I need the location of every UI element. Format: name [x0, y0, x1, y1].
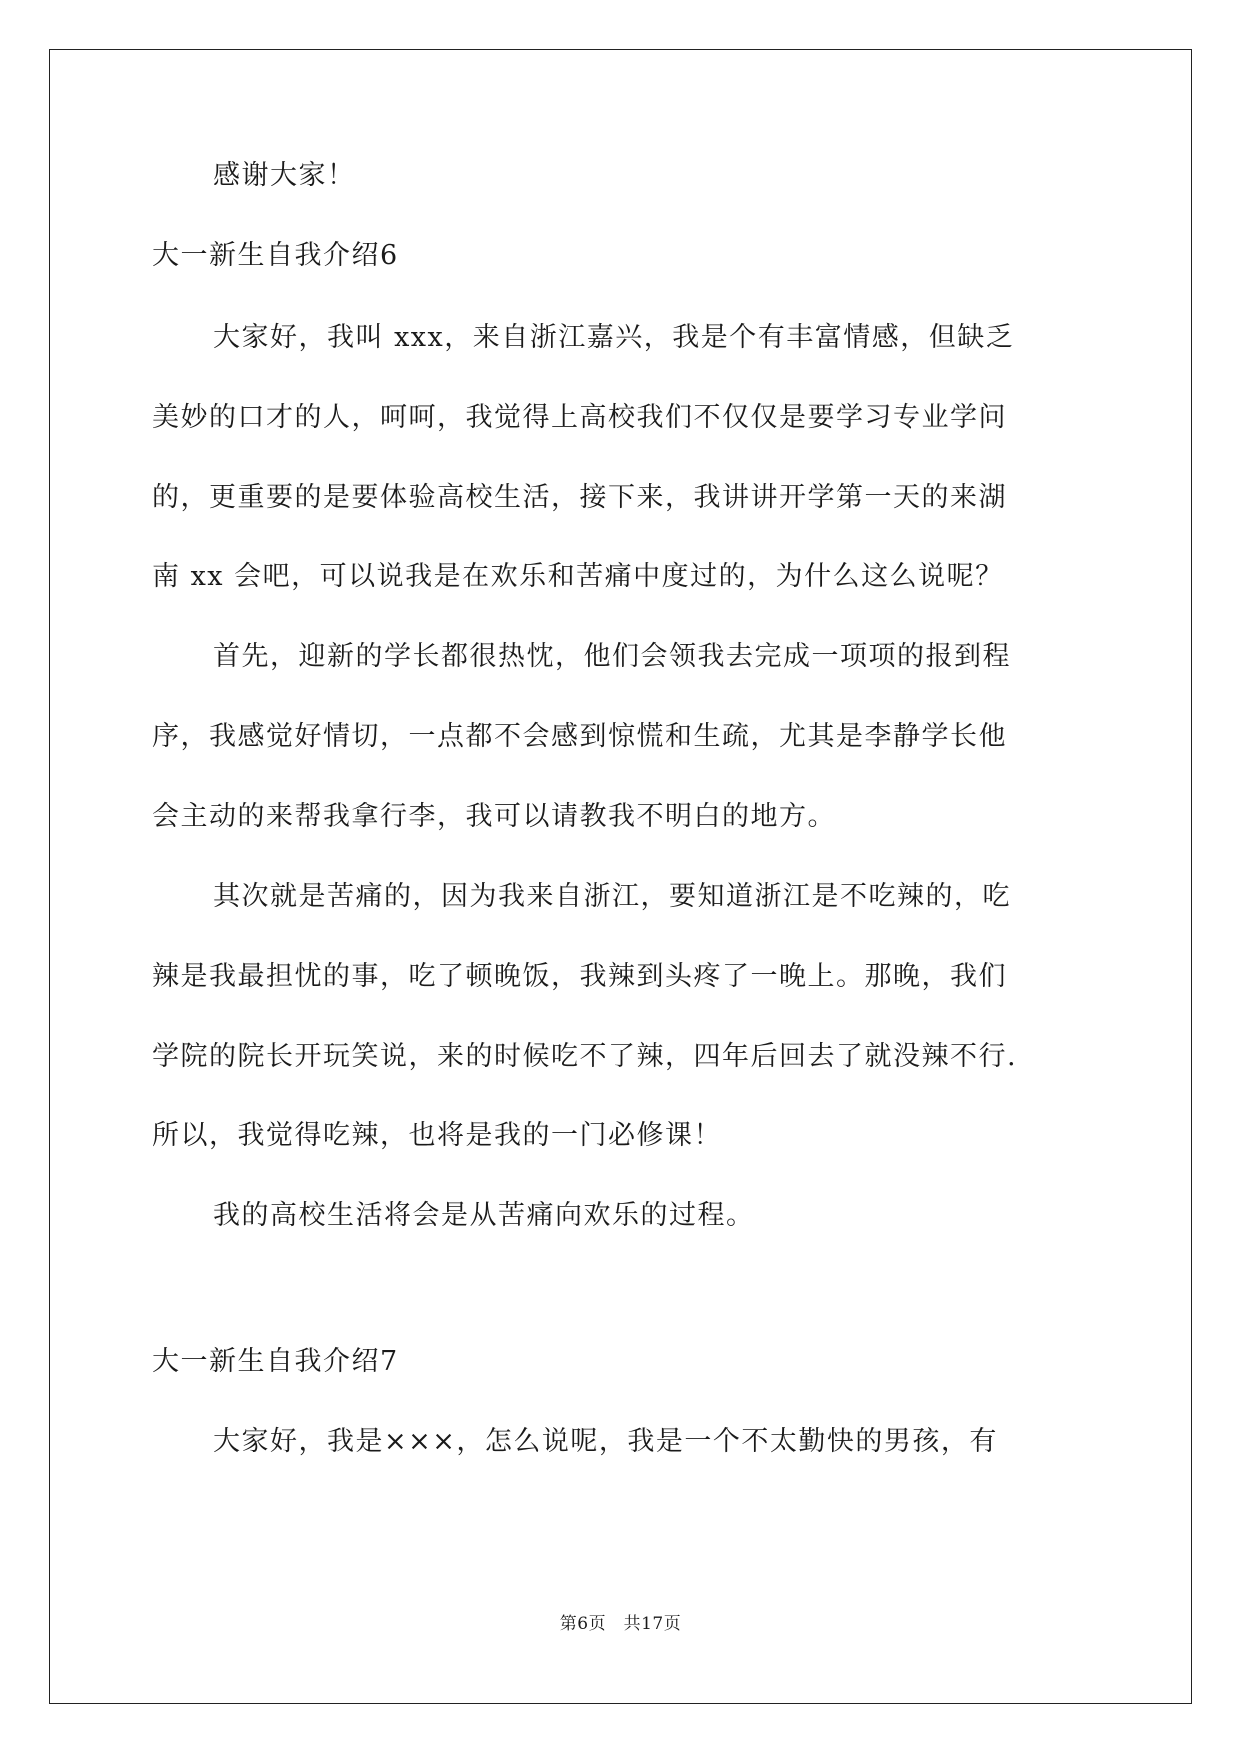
paragraph-line: 序，我感觉好情切，一点都不会感到惊慌和生疏，尤其是李静学长他: [152, 721, 1007, 752]
paragraph-line: 首先，迎新的学长都很热忱，他们会领我去完成一项项的报到程: [213, 641, 1011, 672]
closing-line: 感谢大家！: [213, 160, 356, 191]
paragraph-line: 我的高校生活将会是从苦痛向欢乐的过程。: [213, 1200, 755, 1231]
paragraph-line: 大家好，我是×××，怎么说呢，我是一个不太勤快的男孩，有: [213, 1426, 998, 1457]
section-heading-7: 大一新生自我介绍7: [152, 1346, 399, 1377]
section-heading-6: 大一新生自我介绍6: [152, 240, 399, 271]
paragraph-line: 会主动的来帮我拿行李，我可以请教我不明白的地方。: [152, 801, 836, 832]
paragraph-line: 南 xx 会吧，可以说我是在欢乐和苦痛中度过的，为什么这么说呢？: [152, 561, 1004, 592]
paragraph-line: 辣是我最担忧的事，吃了顿晚饭，我辣到头疼了一晚上。那晚，我们: [152, 961, 1007, 992]
page-number-footer: 第6页 共17页: [559, 1614, 682, 1634]
paragraph-line: 大家好，我叫 xxx，来自浙江嘉兴，我是个有丰富情感，但缺乏: [213, 322, 1015, 353]
paragraph-line: 美妙的口才的人，呵呵，我觉得上高校我们不仅仅是要学习专业学问: [152, 402, 1007, 433]
paragraph-line: 学院的院长开玩笑说，来的时候吃不了辣，四年后回去了就没辣不行.: [152, 1041, 1018, 1072]
paragraph-line: 的，更重要的是要体验高校生活，接下来，我讲讲开学第一天的来湖: [152, 482, 1007, 513]
paragraph-line: 其次就是苦痛的，因为我来自浙江，要知道浙江是不吃辣的，吃: [213, 881, 1011, 912]
paragraph-line: 所以，我觉得吃辣，也将是我的一门必修课！: [152, 1120, 722, 1151]
